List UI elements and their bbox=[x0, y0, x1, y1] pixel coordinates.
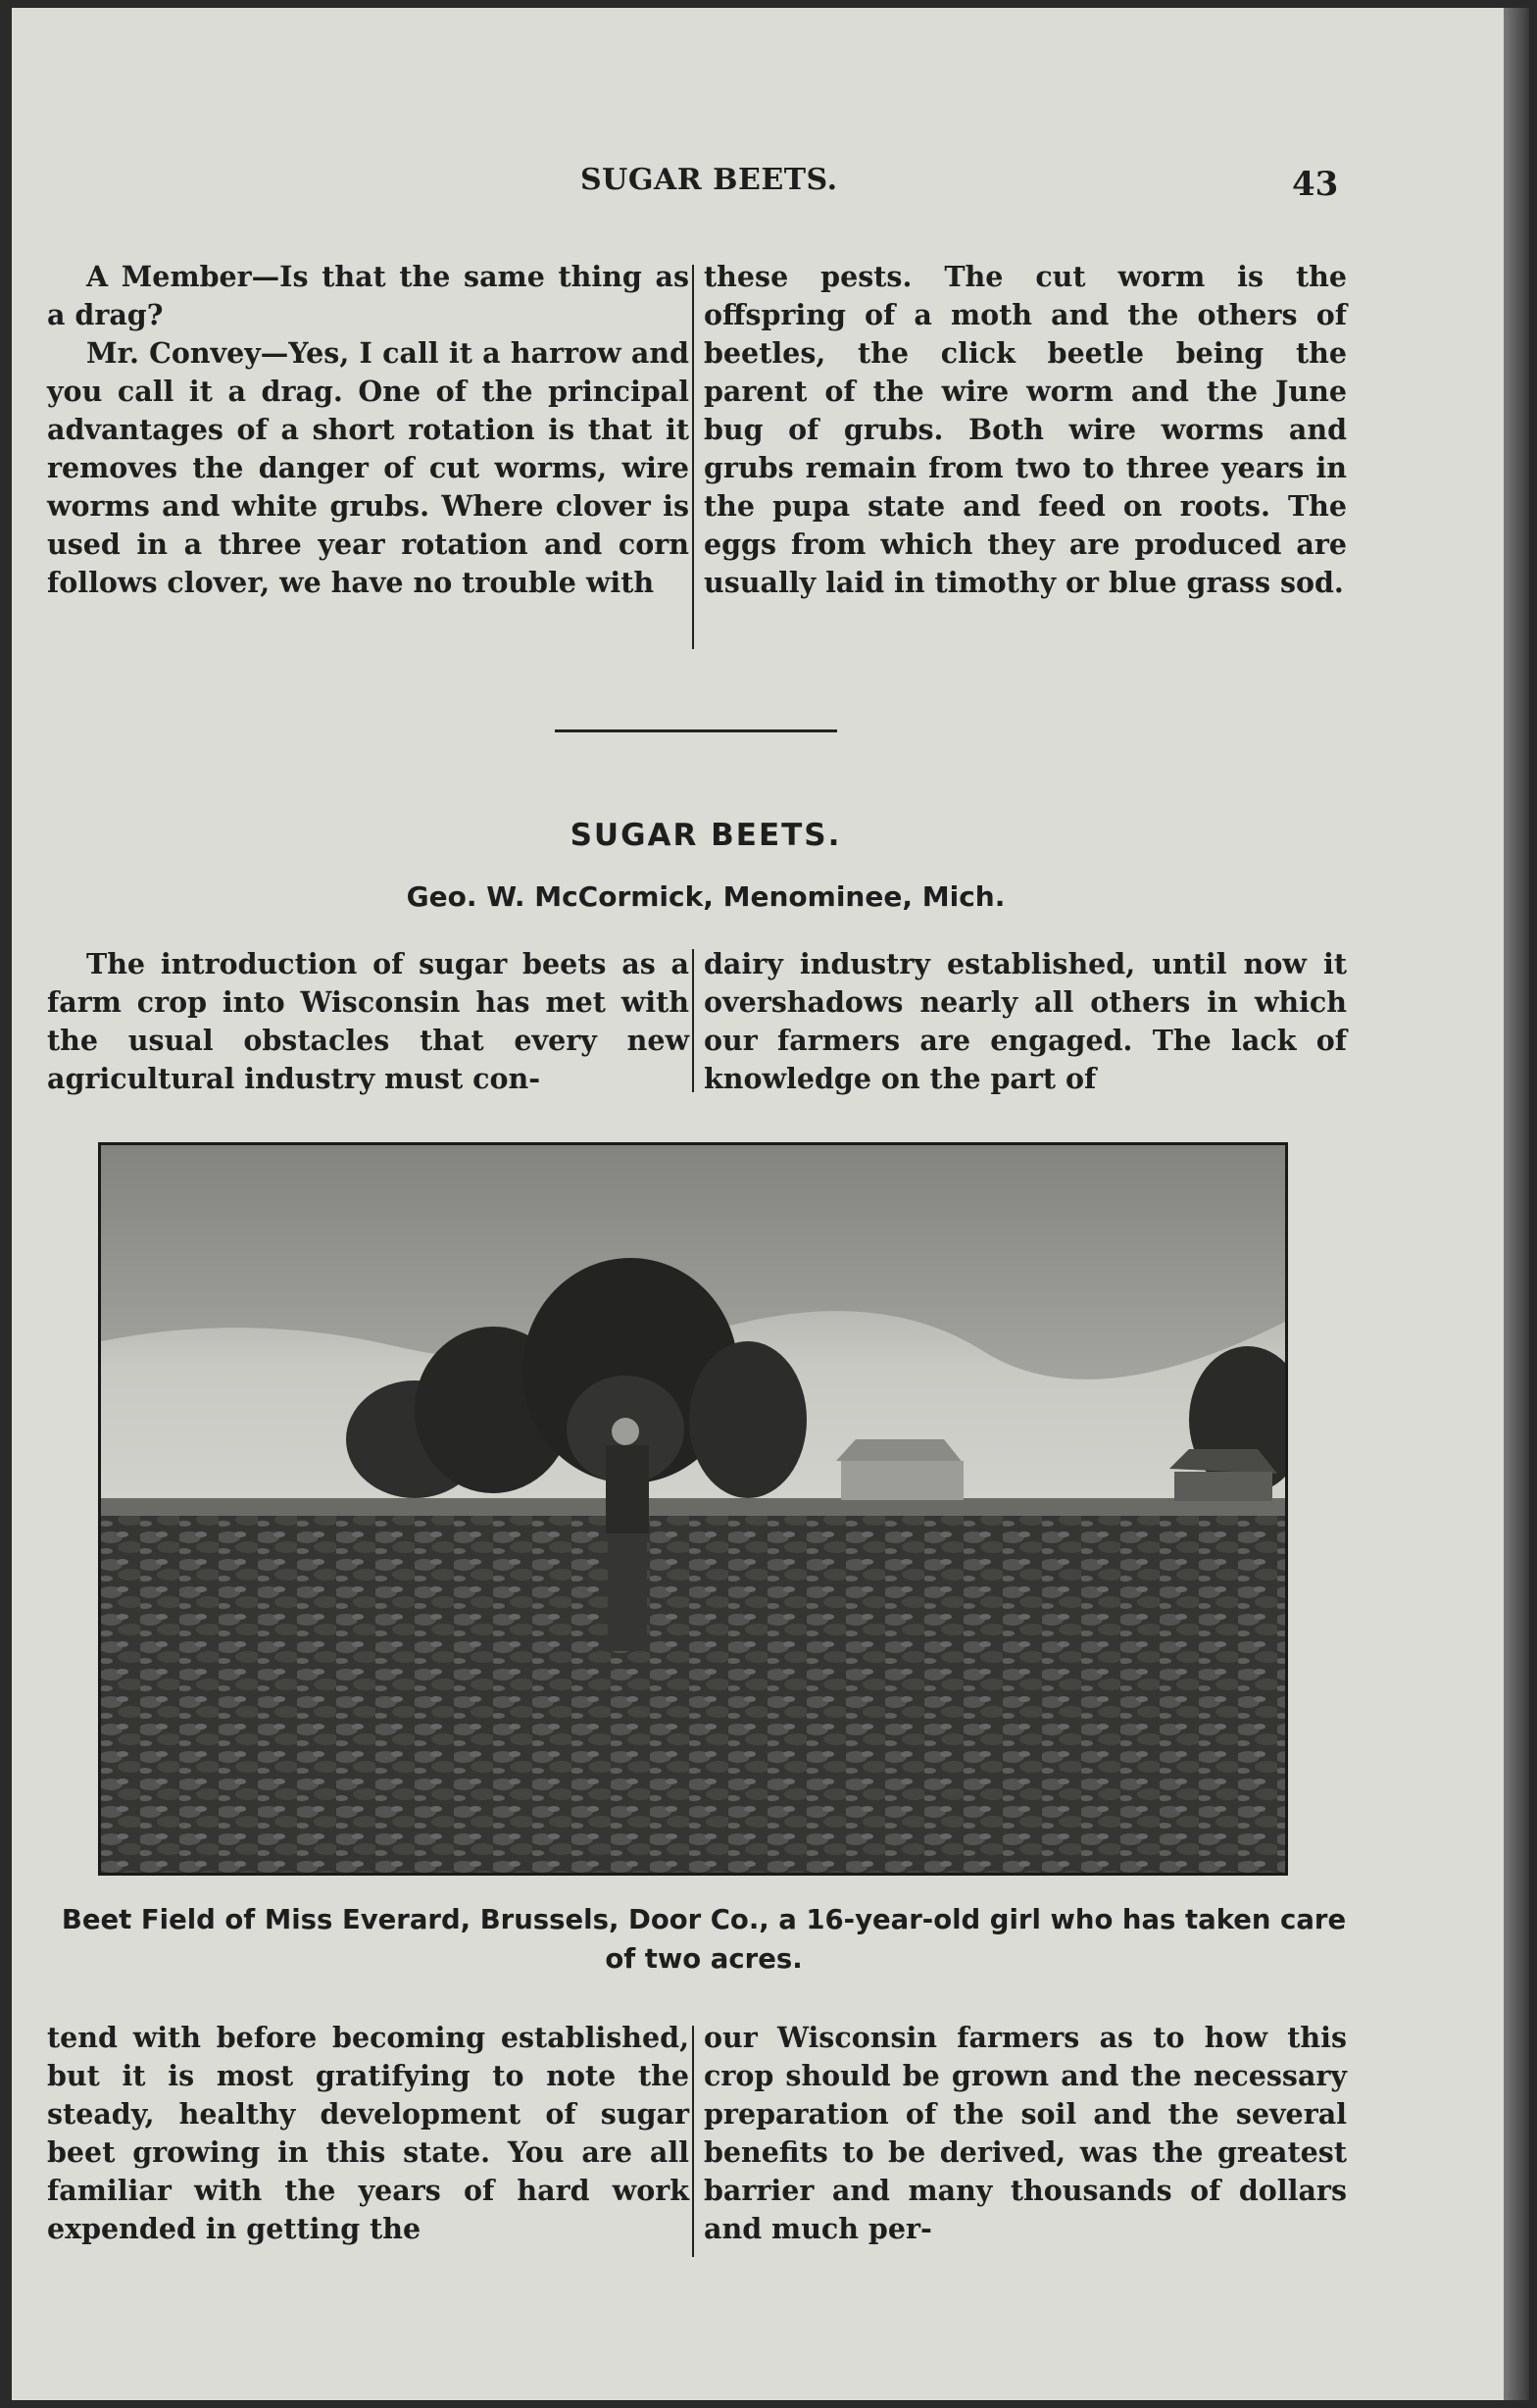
continued-left-column bbox=[47, 2019, 689, 2248]
intro-right-column bbox=[704, 945, 1347, 1098]
column-divider bbox=[692, 2026, 694, 2257]
paragraph: these pests. The cut worm is the offspring of a moth and the others of beetles, the click beetle being the parent of the wire worm and the June bug of grubs. Both wire worms and grubs remain from two to three years in the pupa state and feed on roots. The eggs from which they are produced are usually laid in timothy or blue grass sod. bbox=[704, 260, 1347, 599]
page-edge-shadow bbox=[1504, 8, 1529, 2400]
top-left-column bbox=[47, 258, 689, 602]
paragraph: A Member—Is that the same thing as a drag? bbox=[47, 260, 689, 331]
article-title: SUGAR BEETS. bbox=[570, 818, 842, 853]
paragraph: our Wisconsin farmers as to how this crop should be grown and the necessary preparation of the soil and the several benefits to be derived, was the greatest barrier and many thousands of dollars and much per- bbox=[704, 2021, 1347, 2245]
paragraph: dairy industry established, until now it overshadows nearly all others in which our farmers are engaged. The lack of knowledge on the part of bbox=[704, 947, 1347, 1095]
running-title: SUGAR BEETS. bbox=[580, 163, 838, 197]
article-byline: Geo. W. McCormick, Menominee, Mich. bbox=[406, 880, 1006, 913]
beet-field-photo bbox=[98, 1142, 1288, 1876]
section-divider bbox=[555, 729, 837, 732]
column-divider bbox=[692, 265, 694, 649]
photo-caption: Beet Field of Miss Everard, Brussels, Door Co., a 16-year-old girl who has taken care of two acres. bbox=[61, 1904, 1347, 1975]
paragraph: Mr. Convey—Yes, I call it a harrow and you call it a drag. One of the principal advantages of a short rotation is that it removes the danger of cut worms, wire worms and white grubs. Where clover is used in a three year rotation and corn follows clover, we have no trouble with bbox=[47, 336, 689, 599]
intro-left-column bbox=[47, 945, 689, 1098]
top-right-column bbox=[704, 258, 1347, 602]
paragraph: The introduction of sugar beets as a farm crop into Wisconsin has met with the usual obstacles that every new agricultural industry must con- bbox=[47, 947, 689, 1095]
page-number: 43 bbox=[1292, 165, 1339, 204]
beet-field-photo-image bbox=[101, 1145, 1285, 1873]
continued-right-column bbox=[704, 2019, 1347, 2248]
page bbox=[12, 8, 1504, 2400]
paragraph: tend with before becoming established, but it is most gratifying to note the steady, healthy development of sugar beet growing in this state. You are all familiar with the years of hard work expended in getting the bbox=[47, 2021, 689, 2245]
page-header bbox=[12, 163, 1504, 212]
column-divider bbox=[692, 949, 694, 1092]
